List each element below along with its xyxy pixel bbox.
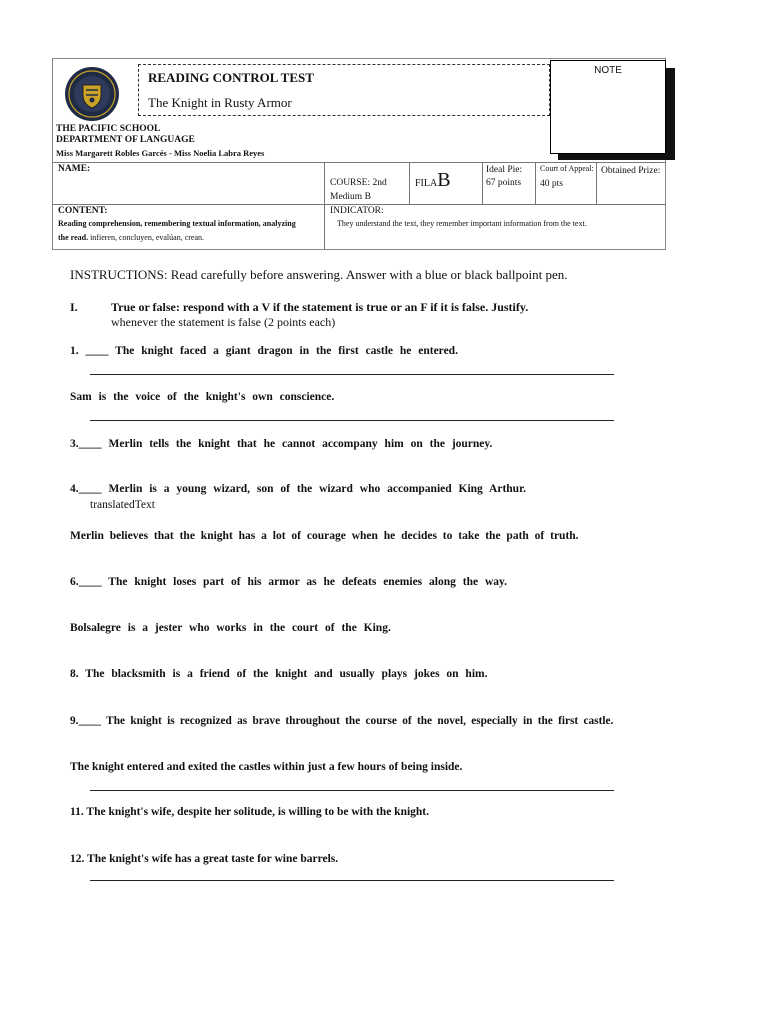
school-crest-logo [64,66,120,122]
answer-line[interactable] [90,374,614,375]
instructions: INSTRUCTIONS: Read carefully before answering. Answer with a blue or black ballpoint pen. [70,267,568,282]
section-number: I. [70,300,78,314]
table-rule [596,162,597,204]
question-4-note: translatedText [90,499,155,511]
question-1: 1. ____ The knight faced a giant dragon in the first castle he entered. [70,345,458,357]
fila-label [415,170,451,194]
course-line-2: Medium B [330,192,371,202]
fila-value: B [437,169,451,191]
content-label: CONTENT: [58,206,108,216]
note-label: NOTE [594,65,622,76]
school-department [56,124,195,146]
section-subheading: whenever the statement is false (2 points each) [111,315,336,329]
question-5: Merlin believes that the knight has a lot of courage when he decides to take the path of truth. [70,530,579,542]
table-rule [535,162,536,204]
question-11: 11. The knight's wife, despite her solitude, is willing to be with the knight. [70,806,430,818]
note-box-shadow [666,68,675,160]
question-9: 9.____ The knight is recognized as brave throughout the course of the novel, especially in the first castle. [70,715,614,727]
table-rule [482,162,483,204]
answer-line[interactable] [90,790,614,791]
course-label [330,178,387,203]
content-text-2-bold: the read. [58,233,89,242]
note-box-shadow-bottom [558,154,675,160]
question-12: 12. The knight's wife has a great taste for wine barrels. [70,853,339,865]
school-name: THE PACIFIC SCHOOL [56,124,161,134]
appeal-score [540,164,594,190]
content-text-2-rest: infieren, concluyen, evalúan, crean. [88,233,205,242]
question-6: 6.____ The knight loses part of his armor as he defeats enemies along the way. [70,576,507,588]
department-name: DEPARTMENT OF LANGUAGE [56,135,195,145]
question-7: Bolsalegre is a jester who works in the court of the King. [70,622,391,634]
appeal-label: Court of Appeal: [540,164,594,173]
table-rule [324,162,325,250]
content-text-2 [58,233,204,243]
table-rule [52,162,666,163]
ideal-score [486,165,522,189]
indicator-text: They understand the text, they remember important information from the text. [337,219,587,228]
obtained-field[interactable]: Obtained Prize: [601,166,661,176]
test-subtitle: The Knight in Rusty Armor [148,95,292,110]
teachers-names: Miss Margarett Robles Garcés - Miss Noelia Labra Reyes [56,148,265,158]
table-rule [409,162,410,204]
fila-prefix: FILA [415,178,438,189]
question-2: Sam is the voice of the knight's own conscience. [70,391,335,403]
test-title: READING CONTROL TEST [148,70,314,85]
appeal-value: 40 pts [540,179,563,189]
question-8: 8. The blacksmith is a friend of the knight and usually plays jokes on him. [70,668,488,680]
content-text-1: Reading comprehension, remembering textual information, analyzing [58,219,296,228]
ideal-value: 67 points [486,178,522,188]
table-rule [52,204,666,205]
answer-line[interactable] [90,880,614,881]
question-10: The knight entered and exited the castles within just a few hours of being inside. [70,761,463,773]
course-line-1: COURSE: 2nd [330,178,387,188]
name-field[interactable]: NAME: [58,164,91,174]
answer-line[interactable] [90,420,614,421]
question-4: 4.____ Merlin is a young wizard, son of the wizard who accompanied King Arthur. [70,483,527,495]
question-3: 3.____ Merlin tells the knight that he cannot accompany him on the journey. [70,438,493,450]
indicator-label: INDICATOR: [330,206,384,216]
ideal-label: Ideal Pie: [486,165,523,175]
section-heading: True or false: respond with a V if the statement is true or an F if it is false. Justify. [111,300,529,314]
